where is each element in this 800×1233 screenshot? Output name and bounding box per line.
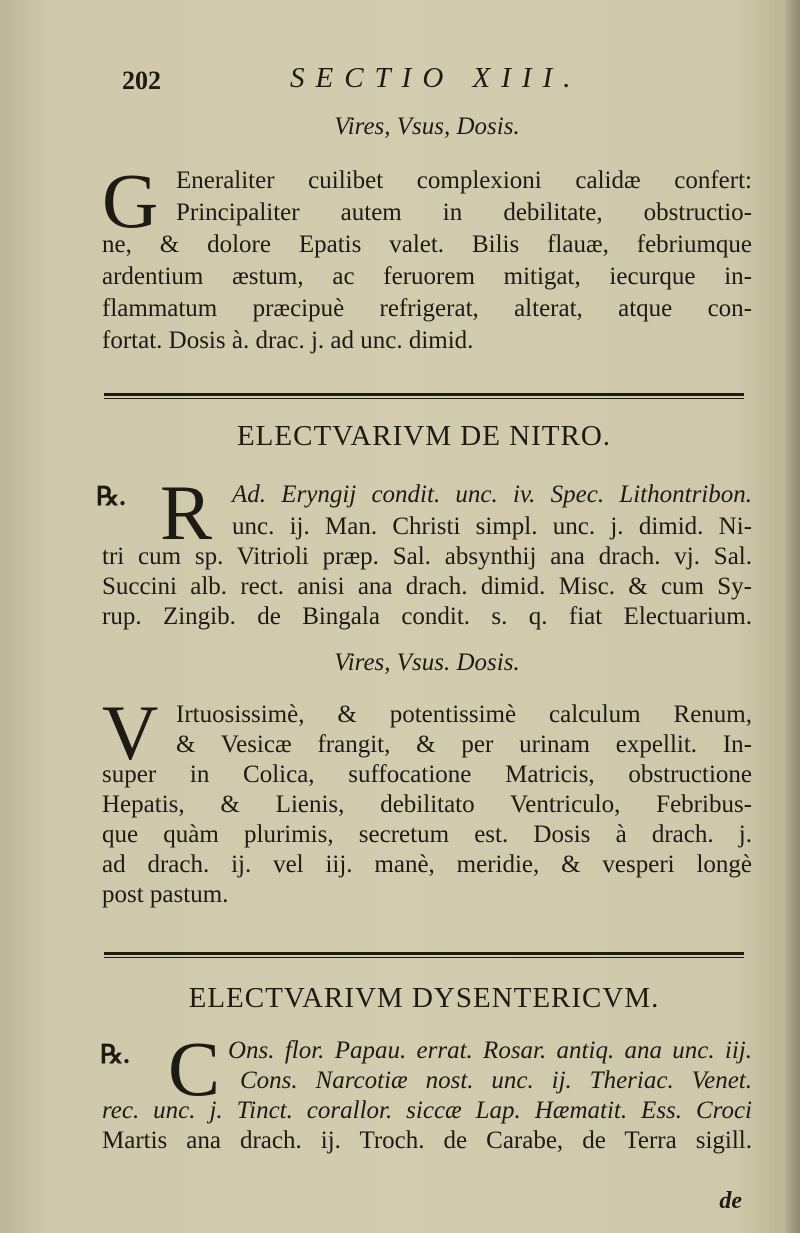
text-line: Irtuosissimè, & potentissimè calculum Renum, (176, 701, 752, 728)
text-line: ne, & dolore Epatis valet. Bilis flauæ, febriumque (102, 231, 752, 258)
heading-electuarium-nitro: ELECTVARIVM DE NITRO. (236, 420, 612, 452)
heading-electuarium-dysentericum: ELECTVARIVM DYSENTERICVM. (188, 982, 660, 1014)
page-edge (786, 0, 800, 1233)
text-line: Ons. flor. Papau. errat. Rosar. antiq. ana unc. iij. (228, 1037, 752, 1064)
text-line: & Vesicæ frangit, & per urinam expellit. In- (176, 731, 752, 758)
drop-cap-r: R (160, 469, 213, 556)
section-title: SECTIO XIII. (290, 62, 582, 94)
subhead-vires-2: Vires, Vsus. Dosis. (334, 649, 520, 676)
text-line: fortat. Dosis à. drac. j. ad unc. dimid. (102, 327, 474, 354)
catchword: de (719, 1188, 742, 1214)
text-line: ardentium æstum, ac feruorem mitigat, iecurque in- (102, 263, 752, 290)
subhead-vires-1: Vires, Vsus, Dosis. (334, 113, 520, 140)
text-line: super in Colica, suffocatione Matricis, obstructione (102, 761, 752, 788)
text-line: Succini alb. rect. anisi ana drach. dimid. Misc. & cum Sy- (102, 573, 752, 600)
text-line: post pastum. (102, 881, 229, 908)
text-line: Cons. Narcotiæ nost. unc. ij. Theriac. Venet. (240, 1067, 752, 1094)
text-line: Principaliter autem in debilitate, obstructio- (176, 199, 752, 226)
drop-cap-g: G (102, 157, 159, 244)
recipe-symbol: ℞. (100, 1040, 130, 1069)
drop-cap-c: C (168, 1025, 221, 1112)
horizontal-rule (104, 393, 744, 399)
text-line: Eneraliter cuilibet complexioni calidæ confert: (176, 167, 752, 194)
text-line: Ad. Eryngij condit. unc. iv. Spec. Lithontribon. (232, 481, 752, 508)
text-line: rec. unc. j. Tinct. corallor. siccæ Lap. Hæmatit. Ess. Croci (102, 1097, 752, 1124)
recipe-symbol: ℞. (96, 482, 126, 511)
text-line: ad drach. ij. vel iij. manè, meridie, & vesperi longè (102, 851, 752, 878)
text-line: unc. ij. Man. Christi simpl. unc. j. dimid. Ni- (232, 513, 752, 540)
text-line: rup. Zingib. de Bingala condit. s. q. fiat Electuarium. (102, 603, 752, 630)
horizontal-rule (104, 952, 744, 958)
text-line: Martis ana drach. ij. Troch. de Carabe, de Terra sigill. (102, 1127, 752, 1154)
page-number: 202 (122, 66, 161, 95)
text-line: que quàm plurimis, secretum est. Dosis à drach. j. (102, 821, 752, 848)
text-line: Hepatis, & Lienis, debilitato Ventriculo, Febribus- (102, 791, 752, 818)
drop-cap-v: V (102, 689, 159, 776)
text-line: flammatum præcipuè refrigerat, alterat, atque con- (102, 295, 752, 322)
text-line: tri cum sp. Vitrioli præp. Sal. absynthij ana drach. vj. Sal. (102, 543, 752, 570)
